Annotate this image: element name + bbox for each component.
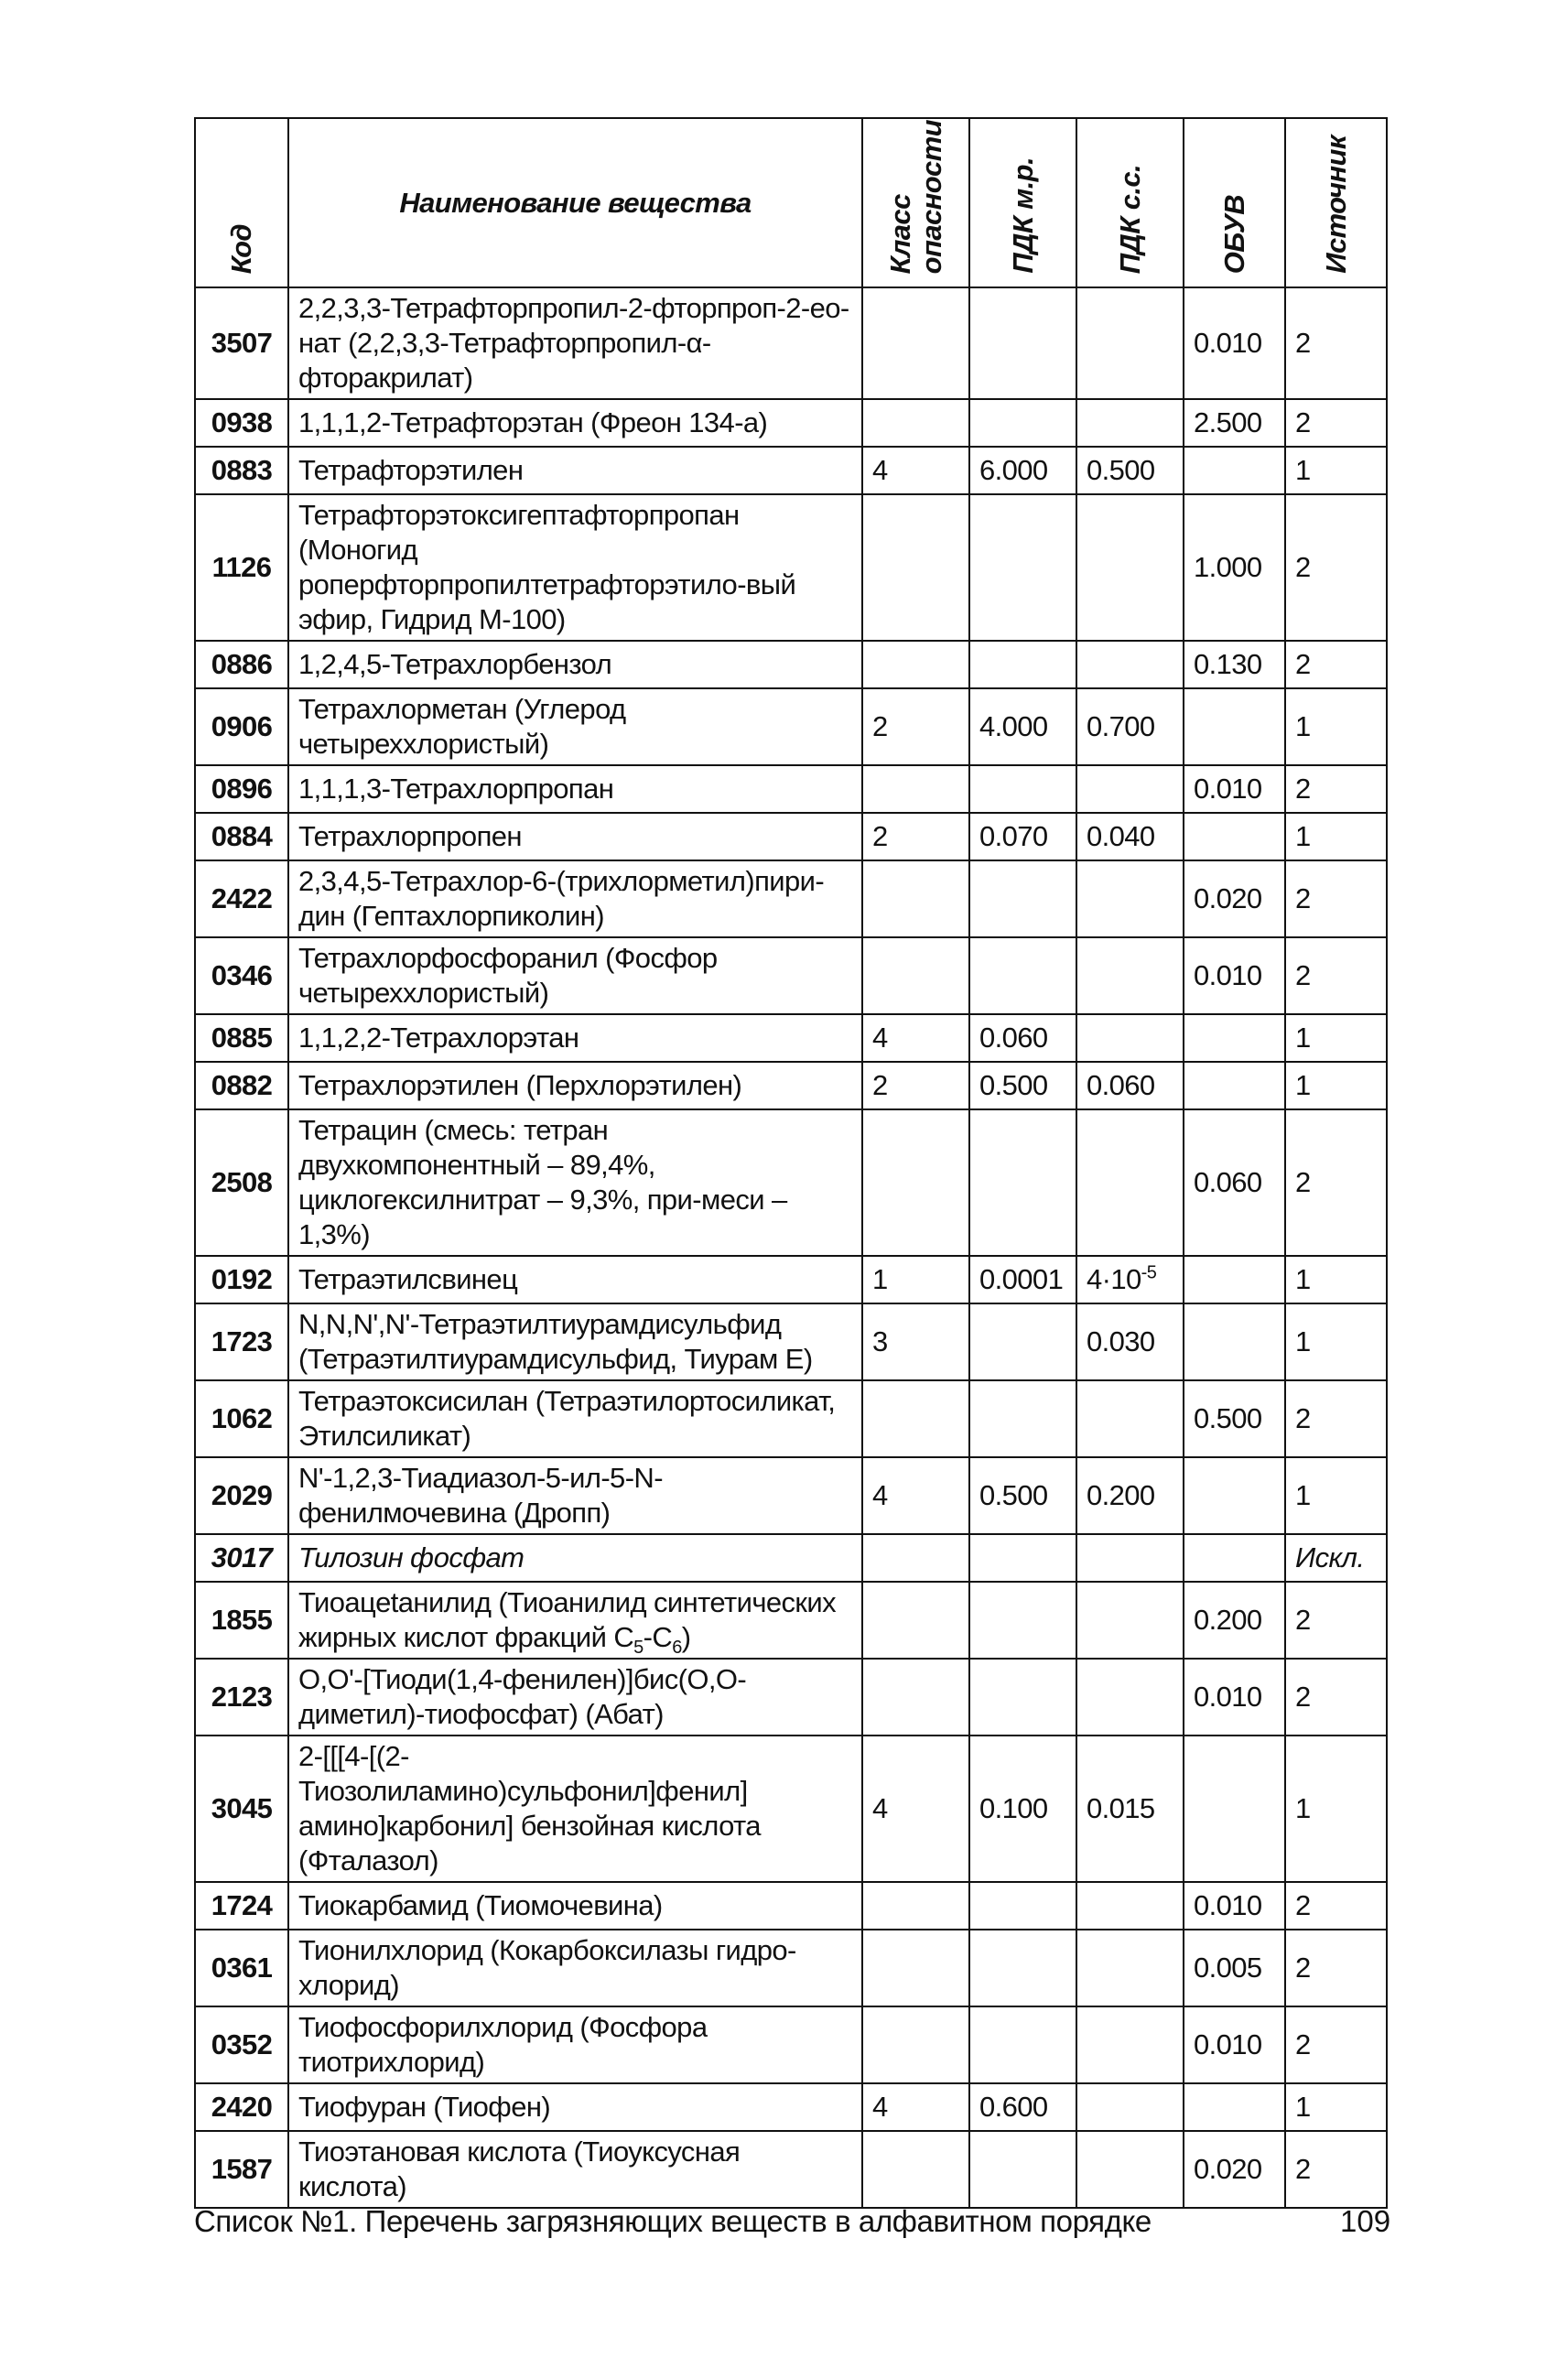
cell-name: Тетраэтилсвинец [288, 1256, 862, 1303]
cell-code: 0882 [195, 1062, 288, 1109]
cell-name: 1,1,2,2-Тетрахлорэтан [288, 1014, 862, 1062]
cell-code: 2123 [195, 1659, 288, 1736]
cell-pdk-ss [1076, 1882, 1184, 1930]
cell-code: 1723 [195, 1303, 288, 1380]
table-row [195, 937, 1387, 1014]
cell-code: 0938 [195, 399, 288, 447]
header-name: Наименование вещества [288, 118, 862, 287]
cell-code: 2422 [195, 860, 288, 937]
cell-pdk-ss [1076, 399, 1184, 447]
cell-source: 1 [1285, 813, 1387, 860]
cell-pdk-ss [1076, 1534, 1184, 1582]
cell-source: 1 [1285, 2083, 1387, 2131]
cell-pdk-mr: 0.070 [969, 813, 1076, 860]
cell-name: Тионилхлорид (Кокарбоксилазы гидро-хлорид) [288, 1930, 862, 2006]
cell-source: 1 [1285, 688, 1387, 765]
cell-pdk-mr [969, 937, 1076, 1014]
cell-hazard-class: 3 [862, 1303, 969, 1380]
cell-pdk-ss: 0.700 [1076, 688, 1184, 765]
cell-pdk-mr [969, 1380, 1076, 1457]
table-row [195, 287, 1387, 399]
pdk-ss-mantissa: 4·10 [1087, 1263, 1141, 1295]
cell-pdk-ss [1076, 641, 1184, 688]
table-row [195, 1457, 1387, 1534]
cell-hazard-class: 4 [862, 2083, 969, 2131]
table-row [195, 1582, 1387, 1659]
cell-obuv [1184, 1062, 1285, 1109]
cell-code: 0361 [195, 1930, 288, 2006]
cell-name: N,N,N',N'-Тетраэтилтиурамдисульфид (Тетраэтилтиурамдисульфид, Тиурам Е) [288, 1303, 862, 1380]
cell-obuv: 0.010 [1184, 1882, 1285, 1930]
cell-obuv: 0.010 [1184, 937, 1285, 1014]
cell-source: 2 [1285, 1109, 1387, 1256]
cell-obuv: 1.000 [1184, 494, 1285, 641]
cell-pdk-mr: 0.060 [969, 1014, 1076, 1062]
cell-hazard-class [862, 1534, 969, 1582]
cell-source: 2 [1285, 1882, 1387, 1930]
cell-source: 1 [1285, 1256, 1387, 1303]
cell-source: 1 [1285, 447, 1387, 494]
cell-hazard-class [862, 1659, 969, 1736]
cell-obuv: 0.010 [1184, 1659, 1285, 1736]
table-row [195, 1882, 1387, 1930]
cell-pdk-mr: 0.500 [969, 1457, 1076, 1534]
cell-pdk-ss: 0.030 [1076, 1303, 1184, 1380]
cell-pdk-ss [1076, 1582, 1184, 1659]
cell-source: 2 [1285, 1582, 1387, 1659]
cell-name: 2-[[[4-[(2-Тиозолиламино)сульфонил]фенил] амино]карбонил] бензойная кислота (Фталазол) [288, 1736, 862, 1882]
table-row [195, 860, 1387, 937]
name-text-pre: Тиоацetанилид (Тиоанилид синтетических жирных кислот фракций C [298, 1586, 836, 1653]
cell-hazard-class: 4 [862, 1014, 969, 1062]
cell-source: 2 [1285, 2131, 1387, 2208]
header-obuv: ОБУВ [1184, 118, 1285, 287]
cell-name: Тетрахлорметан (Углерод четыреххлористый) [288, 688, 862, 765]
cell-obuv [1184, 1736, 1285, 1882]
cell-name: N'-1,2,3-Тиадиазол-5-ил-5-N-фенилмочевина (Дропп) [288, 1457, 862, 1534]
cell-obuv: 0.005 [1184, 1930, 1285, 2006]
cell-pdk-mr [969, 1109, 1076, 1256]
cell-code: 0906 [195, 688, 288, 765]
cell-source: 1 [1285, 1303, 1387, 1380]
cell-code: 1855 [195, 1582, 288, 1659]
table-header-row [195, 118, 1387, 287]
header-source: Источник [1285, 118, 1387, 287]
cell-code: 2508 [195, 1109, 288, 1256]
cell-obuv: 0.010 [1184, 765, 1285, 813]
cell-pdk-mr: 0.500 [969, 1062, 1076, 1109]
cell-obuv: 0.010 [1184, 2006, 1285, 2083]
cell-pdk-ss: 0.015 [1076, 1736, 1184, 1882]
name-subscript-2: 6 [672, 1638, 682, 1659]
cell-name: 2,2,3,3-Тетрафторпропил-2-фторпроп-2-ео-нат (2,2,3,3-Тетрафторпропил-α-фторакрилат) [288, 287, 862, 399]
cell-code: 1587 [195, 2131, 288, 2208]
header-pdk-mr: ПДК м.р. [969, 118, 1076, 287]
cell-code: 2420 [195, 2083, 288, 2131]
substances-table [194, 117, 1388, 2209]
cell-name: Тилозин фосфат [288, 1534, 862, 1582]
table-row [195, 2083, 1387, 2131]
cell-pdk-mr: 4.000 [969, 688, 1076, 765]
cell-source: 1 [1285, 1457, 1387, 1534]
cell-pdk-mr: 6.000 [969, 447, 1076, 494]
footer-title: Список №1. Перечень загрязняющих веществ в алфавитном порядке [194, 2204, 1152, 2238]
cell-code: 0346 [195, 937, 288, 1014]
cell-name: Тетрафторэтоксигептафторпропан (Моногид роперфторпропилтетрафторэтило-вый эфир, Гидрид М-100) [288, 494, 862, 641]
cell-source: 2 [1285, 765, 1387, 813]
cell-code: 2029 [195, 1457, 288, 1534]
cell-name: 1,1,1,2-Тетрафторэтан (Фреон 134-а) [288, 399, 862, 447]
cell-obuv [1184, 813, 1285, 860]
cell-code: 0884 [195, 813, 288, 860]
cell-hazard-class [862, 1109, 969, 1256]
cell-source: 2 [1285, 937, 1387, 1014]
cell-source: 2 [1285, 1380, 1387, 1457]
header-code: Код [195, 118, 288, 287]
cell-obuv: 0.020 [1184, 2131, 1285, 2208]
cell-pdk-mr [969, 1303, 1076, 1380]
cell-name: Тиофосфорилхлорид (Фосфора тиотрихлорид) [288, 2006, 862, 2083]
cell-hazard-class: 2 [862, 1062, 969, 1109]
cell-pdk-ss: 0.060 [1076, 1062, 1184, 1109]
cell-pdk-mr [969, 399, 1076, 447]
cell-code: 0883 [195, 447, 288, 494]
table-row [195, 813, 1387, 860]
cell-pdk-ss [1076, 494, 1184, 641]
table-row [195, 765, 1387, 813]
table-row [195, 2006, 1387, 2083]
table-row [195, 1380, 1387, 1457]
cell-code: 0886 [195, 641, 288, 688]
cell-code: 3045 [195, 1736, 288, 1882]
table-row [195, 1659, 1387, 1736]
cell-hazard-class [862, 1380, 969, 1457]
cell-hazard-class [862, 1882, 969, 1930]
cell-pdk-ss [1076, 860, 1184, 937]
cell-obuv [1184, 1534, 1285, 1582]
cell-pdk-ss [1076, 765, 1184, 813]
cell-obuv [1184, 1014, 1285, 1062]
cell-obuv: 0.020 [1184, 860, 1285, 937]
cell-source: 2 [1285, 1659, 1387, 1736]
cell-code: 0896 [195, 765, 288, 813]
table-row [195, 1736, 1387, 1882]
cell-code: 1126 [195, 494, 288, 641]
cell-name: O,O'-[Тиоди(1,4-фенилен)]бис(O,O-диметил)-тиофосфат) (Абат) [288, 1659, 862, 1736]
cell-pdk-mr [969, 2006, 1076, 2083]
table-row [195, 1256, 1387, 1303]
cell-pdk-ss [1076, 1930, 1184, 2006]
cell-pdk-mr [969, 2131, 1076, 2208]
cell-name: Тетрахлорэтилен (Перхлорэтилен) [288, 1062, 862, 1109]
cell-hazard-class: 1 [862, 1256, 969, 1303]
header-pdk-ss: ПДК с.с. [1076, 118, 1184, 287]
cell-pdk-ss [1076, 2131, 1184, 2208]
table-row [195, 1303, 1387, 1380]
table-row [195, 1062, 1387, 1109]
table-row [195, 2131, 1387, 2208]
cell-code: 1724 [195, 1882, 288, 1930]
cell-obuv [1184, 2083, 1285, 2131]
cell-pdk-ss [1076, 1109, 1184, 1256]
cell-name: Тетрацин (смесь: тетран двухкомпонентный – 89,4%, циклогексилнитрат – 9,3%, при-меси – 1,3%) [288, 1109, 862, 1256]
cell-obuv: 0.500 [1184, 1380, 1285, 1457]
cell-name: 2,3,4,5-Тетрахлор-6-(трихлорметил)пири-дин (Гептахлорпиколин) [288, 860, 862, 937]
cell-source: 1 [1285, 1014, 1387, 1062]
cell-hazard-class [862, 2006, 969, 2083]
cell-code: 1062 [195, 1380, 288, 1457]
cell-hazard-class [862, 860, 969, 937]
cell-source: 2 [1285, 399, 1387, 447]
cell-code: 0192 [195, 1256, 288, 1303]
cell-hazard-class [862, 937, 969, 1014]
cell-pdk-mr: 0.100 [969, 1736, 1076, 1882]
cell-hazard-class: 2 [862, 813, 969, 860]
cell-name: Тетраэтоксисилан (Тетраэтилортосиликат, Этилсиликат) [288, 1380, 862, 1457]
cell-pdk-ss [1076, 937, 1184, 1014]
cell-pdk-ss [1076, 1380, 1184, 1457]
cell-name: Тетрафторэтилен [288, 447, 862, 494]
cell-obuv: 0.130 [1184, 641, 1285, 688]
cell-pdk-mr [969, 1659, 1076, 1736]
cell-name: Тетрахлорпропен [288, 813, 862, 860]
cell-pdk-mr [969, 1582, 1076, 1659]
cell-name: Тетрахлорфосфоранил (Фосфор четыреххлористый) [288, 937, 862, 1014]
table-row-excluded [195, 1534, 1387, 1582]
cell-pdk-ss [1076, 2006, 1184, 2083]
cell-obuv [1184, 1303, 1285, 1380]
cell-pdk-mr [969, 1930, 1076, 2006]
cell-name: Тиоэтановая кислота (Тиоуксусная кислота) [288, 2131, 862, 2208]
cell-hazard-class [862, 2131, 969, 2208]
cell-obuv: 0.010 [1184, 287, 1285, 399]
cell-hazard-class: 4 [862, 1736, 969, 1882]
cell-pdk-mr [969, 494, 1076, 641]
cell-source: Искл. [1285, 1534, 1387, 1582]
pdk-ss-exponent: -5 [1141, 1262, 1157, 1283]
cell-pdk-mr [969, 1534, 1076, 1582]
cell-obuv [1184, 447, 1285, 494]
cell-pdk-mr [969, 1882, 1076, 1930]
cell-pdk-ss: 0.040 [1076, 813, 1184, 860]
cell-pdk-ss: 0.500 [1076, 447, 1184, 494]
cell-pdk-ss [1076, 1256, 1184, 1303]
cell-code: 3507 [195, 287, 288, 399]
table-row [195, 399, 1387, 447]
cell-source: 2 [1285, 2006, 1387, 2083]
cell-hazard-class: 2 [862, 688, 969, 765]
header-hazard-class: Класс опасности [862, 118, 969, 287]
table-row [195, 688, 1387, 765]
cell-source: 2 [1285, 494, 1387, 641]
table-row [195, 1109, 1387, 1256]
cell-source: 2 [1285, 641, 1387, 688]
page-number: 109 [1340, 2204, 1391, 2238]
cell-pdk-mr [969, 287, 1076, 399]
cell-pdk-mr: 0.0001 [969, 1256, 1076, 1303]
name-subscript-1: 5 [633, 1638, 643, 1659]
cell-pdk-ss [1076, 2083, 1184, 2131]
cell-obuv [1184, 1457, 1285, 1534]
cell-obuv: 0.060 [1184, 1109, 1285, 1256]
cell-code: 0885 [195, 1014, 288, 1062]
cell-obuv: 0.200 [1184, 1582, 1285, 1659]
cell-hazard-class [862, 641, 969, 688]
cell-name: 1,1,1,3-Тетрахлорпропан [288, 765, 862, 813]
table-row [195, 494, 1387, 641]
cell-code: 3017 [195, 1534, 288, 1582]
cell-hazard-class [862, 1930, 969, 2006]
cell-hazard-class [862, 765, 969, 813]
cell-hazard-class: 4 [862, 447, 969, 494]
cell-pdk-ss [1076, 1014, 1184, 1062]
cell-pdk-mr [969, 641, 1076, 688]
cell-source: 1 [1285, 1062, 1387, 1109]
cell-hazard-class [862, 287, 969, 399]
name-text-mid: -C [643, 1621, 673, 1653]
cell-pdk-mr: 0.600 [969, 2083, 1076, 2131]
cell-obuv [1184, 1256, 1285, 1303]
cell-source: 2 [1285, 860, 1387, 937]
cell-pdk-mr [969, 765, 1076, 813]
cell-source: 2 [1285, 287, 1387, 399]
cell-hazard-class [862, 494, 969, 641]
cell-obuv [1184, 688, 1285, 765]
cell-source: 1 [1285, 1736, 1387, 1882]
table-row [195, 1014, 1387, 1062]
cell-pdk-ss: 0.200 [1076, 1457, 1184, 1534]
cell-name: Тиофуран (Тиофен) [288, 2083, 862, 2131]
cell-hazard-class: 4 [862, 1457, 969, 1534]
substances-table-container [194, 117, 1386, 2209]
name-text-post: ) [681, 1621, 691, 1653]
table-row [195, 641, 1387, 688]
cell-name [288, 1582, 862, 1659]
cell-hazard-class [862, 399, 969, 447]
cell-name: 1,2,4,5-Тетрахлорбензол [288, 641, 862, 688]
cell-pdk-mr [969, 860, 1076, 937]
table-row [195, 447, 1387, 494]
cell-obuv: 2.500 [1184, 399, 1285, 447]
cell-hazard-class [862, 1582, 969, 1659]
table-row [195, 1930, 1387, 2006]
cell-pdk-ss [1076, 1659, 1184, 1736]
cell-pdk-ss [1076, 287, 1184, 399]
cell-code: 0352 [195, 2006, 288, 2083]
cell-source: 2 [1285, 1930, 1387, 2006]
cell-name: Тиокарбамид (Тиомочевина) [288, 1882, 862, 1930]
